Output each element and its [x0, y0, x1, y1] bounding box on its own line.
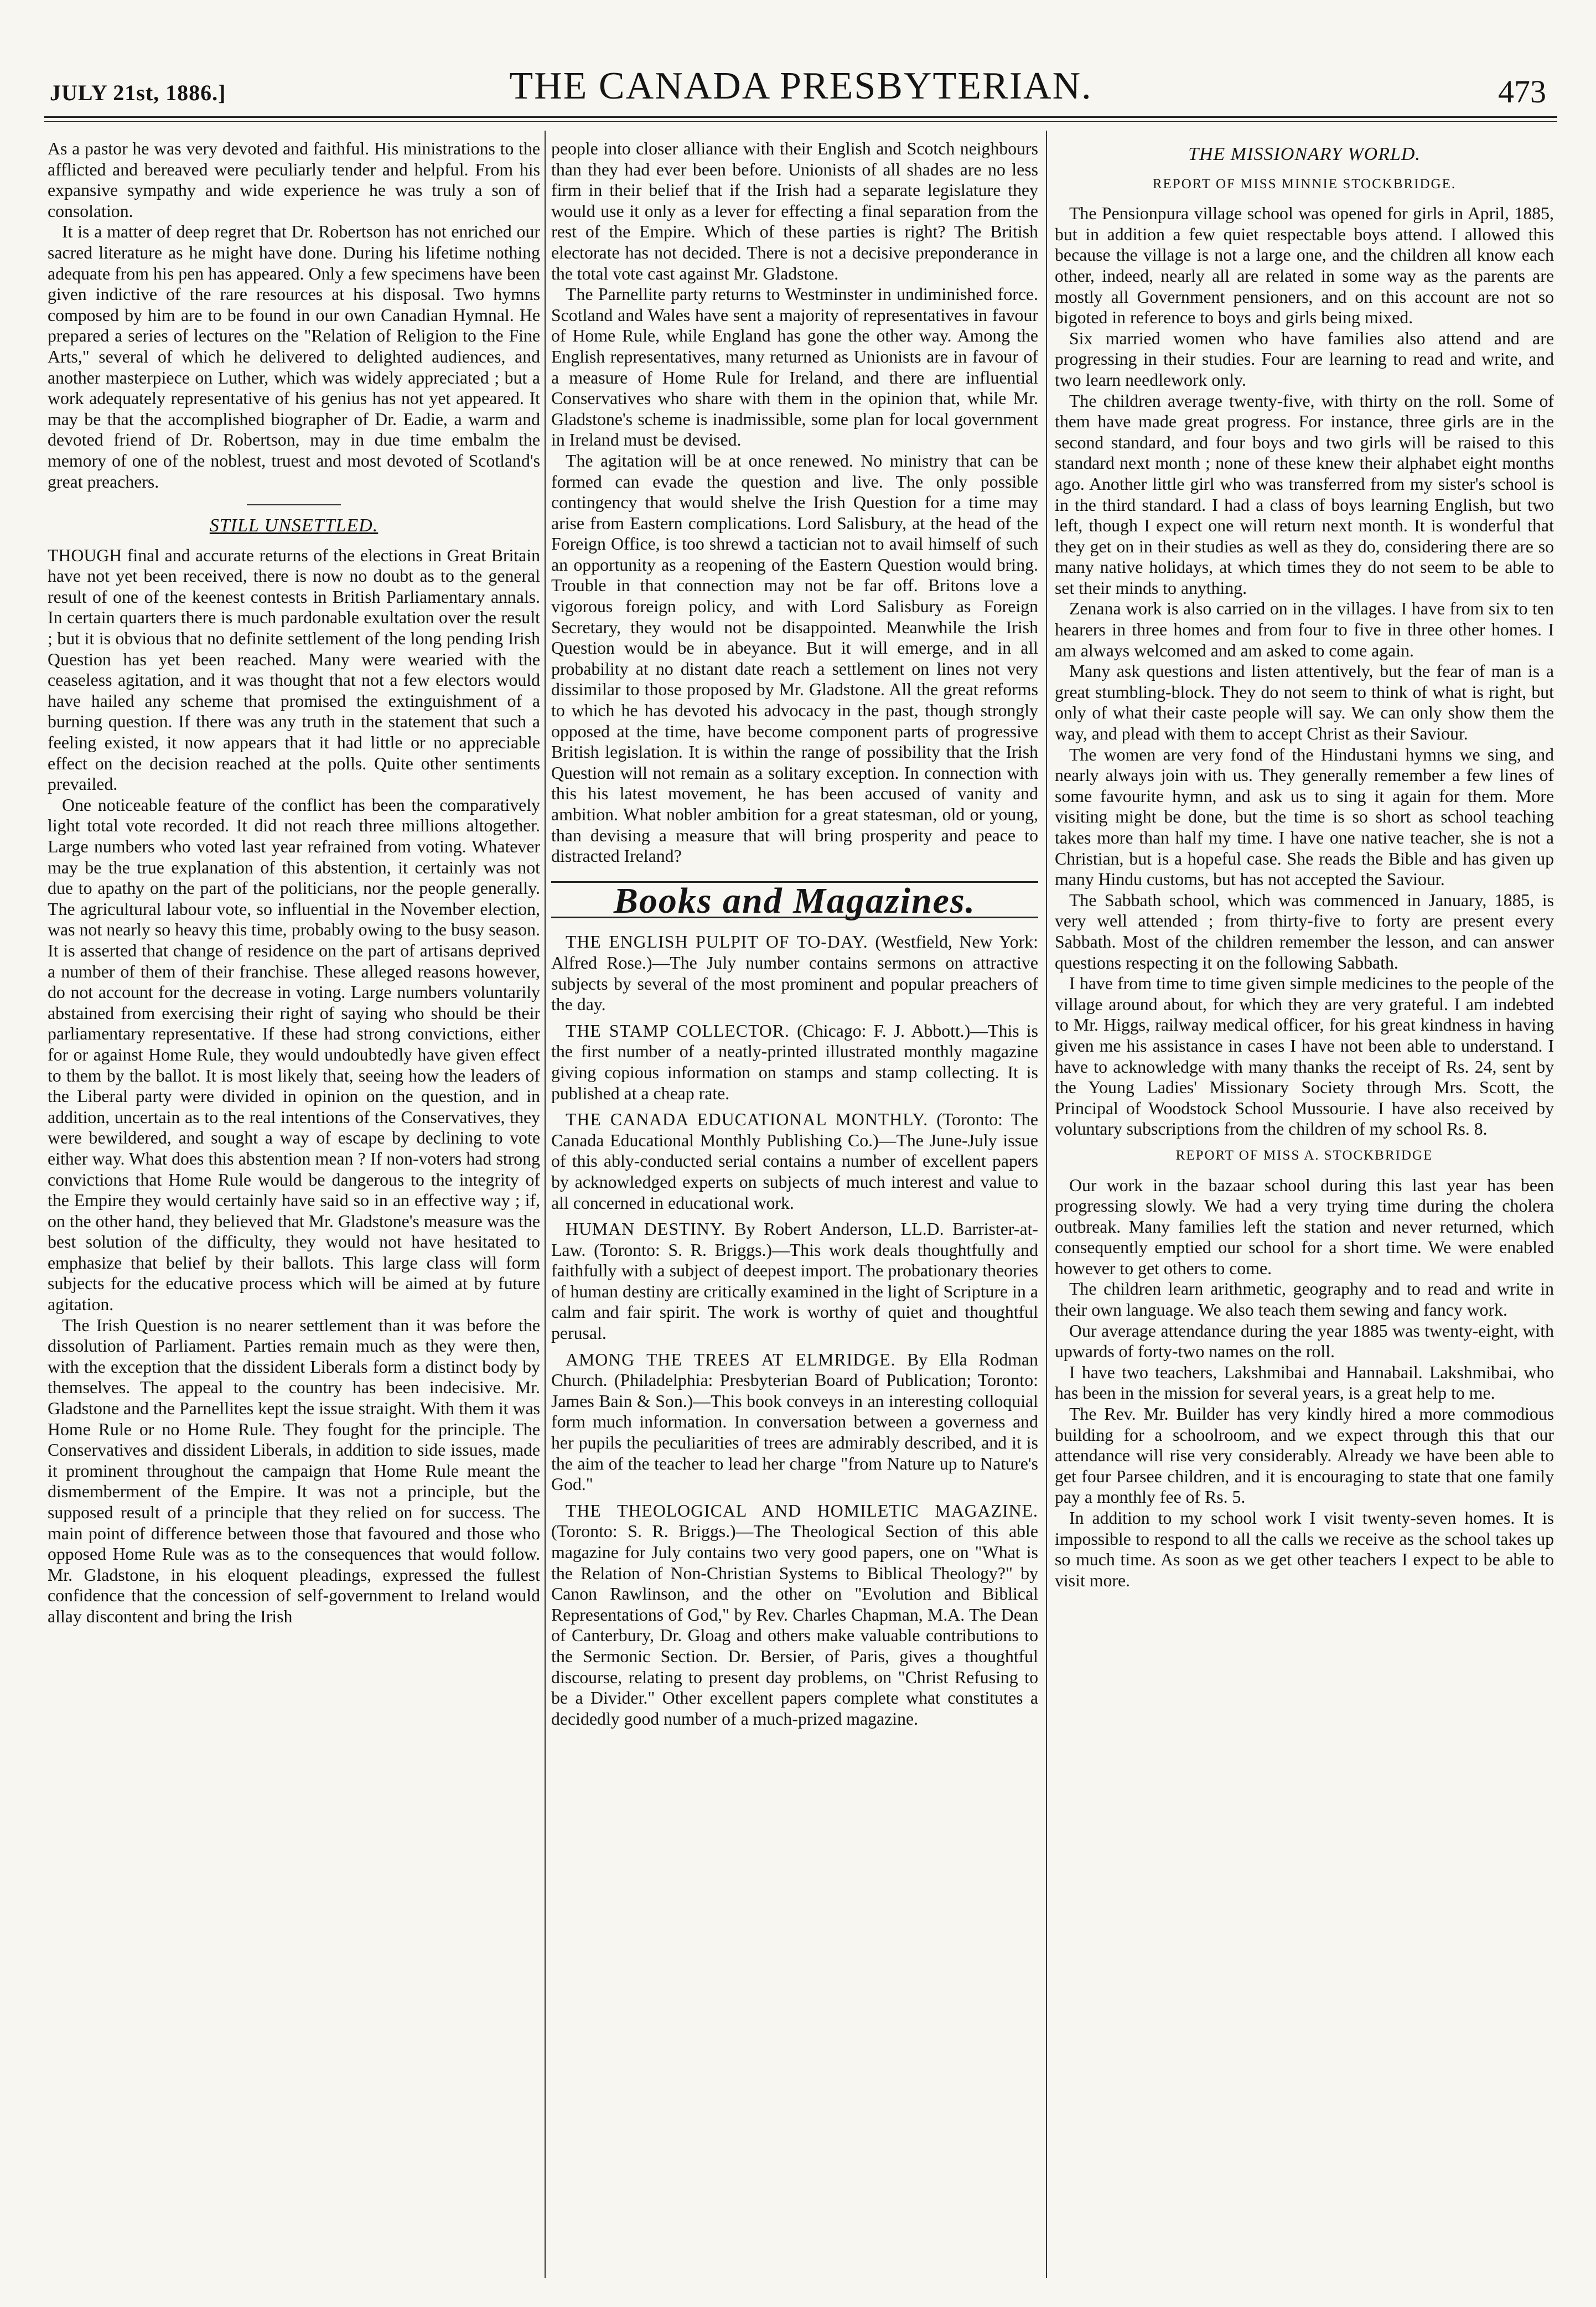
book-title: THE STAMP COLLECTOR. — [566, 1021, 790, 1041]
book-review — [551, 1021, 1038, 1104]
paragraph: The children learn arithmetic, geography and to read and write in their own language. We also teach them sewing and fancy work. — [1055, 1279, 1554, 1320]
book-title: HUMAN DESTINY. — [566, 1219, 726, 1239]
book-review-text: (Westfield, New York: Alfred Rose.)—The July number contains sermons on attractive subjects by several of the most prominent and popular preachers of the day. — [551, 932, 1038, 1015]
paragraph: The women are very fond of the Hindustani hymns we sing, and nearly always join with us. They generally remember a few lines of some favourite hymn, and ask us to sing it again for them. More visiting might be done, but the time is so short as school teaching takes more than half my time. I have one native teacher, she is not a Christian, but is a hopeful case. She reads the Bible and has given up many Hindu customs, but has not accepted the Saviour. — [1055, 744, 1554, 889]
paragraph: In addition to my school work I visit twenty-seven homes. It is impossible to respond to all the calls we receive as the school takes up so much time. As soon as we get other teachers I expect to be able to visit more. — [1055, 1508, 1554, 1590]
book-review — [551, 1501, 1038, 1730]
book-review-text: By Robert Anderson, LL.D. Barrister-at-Law. (Toronto: S. R. Briggs.)—This work deals thoughtfully and faithfully with a subject of deepest import. The probationary theories of human destiny are critically examined in the light of Scripture in a calm and fair spirit. The work is worthy of quiet and thoughtful perusal. — [551, 1219, 1038, 1343]
book-title: AMONG THE TREES AT ELMRIDGE. — [566, 1349, 896, 1369]
paragraph: I have from time to time given simple medicines to the people of the village around about, for which they are very grateful. I am indebted to Mr. Higgs, railway medical officer, for his great kindness in having given me his assistance in cases I have not been able to understand. I have to acknowledge with many thanks the receipt of Rs. 24, sent by the Young Ladies' Missionary Society through Mrs. Scott, the Principal of Woodstock School Mussourie. I have also received by voluntary subscriptions from the children of my school Rs. 8. — [1055, 974, 1554, 1139]
paragraph: The agitation will be at once renewed. No ministry that can be formed can evade the question and live. The only possible contingency that would shelve the Irish Question for a time may arise from Eastern complications. Lord Salisbury, at the head of the Foreign Office, is too shrewd a tactician not to avail himself of such an opportunity as a reopening of the Eastern Question would bring. Trouble in that connection may not be far off. Britons love a vigorous foreign policy, and with Lord Salisbury as Foreign Secretary, they would not be disappointed. Meanwhile the Irish Question would be in abeyance. But it will emerge, and in all probability at no distant date reach a settlement on lines not very dissimilar to those proposed by Mr. Gladstone. All the great reforms to which he has devoted his advocacy in the past, though strongly opposed at the time, have become component parts of progressive British legislation. It is within the range of possibility that the Irish Question will not remain as a solitary exception. In connection with this his latest movement, he has been accused of vanity and ambition. What nobler ambition for a great statesman, old or young, than devising a measure that will bring prosperity and peace to distracted Ireland? — [551, 451, 1038, 866]
masthead-rule — [44, 116, 1557, 118]
paragraph: The Rev. Mr. Builder has very kindly hired a more commodious building for a schoolroom, and we expect through this that our attendance will rise very considerably. Already we have been able to get four Parsee children, and it is encouraging to state that one family pay a monthly fee of Rs. 5. — [1055, 1404, 1554, 1507]
paragraph: The Sabbath school, which was commenced in January, 1885, is very well attended ; from thirty-five to forty are present every Sabbath. Most of the children remember the lesson, and can answer questions respecting it on the following Sabbath. — [1055, 890, 1554, 973]
book-review — [551, 1219, 1038, 1344]
page-number: 473 — [1498, 74, 1546, 110]
column-middle — [551, 138, 1038, 2246]
book-review — [551, 1349, 1038, 1495]
book-review — [551, 932, 1038, 1015]
article-heading: STILL UNSETTLED. — [209, 515, 379, 536]
paragraph: Zenana work is also carried on in the villages. I have from six to ten hearers in three homes and from four to five in three other homes. I am always welcomed and am asked to come again. — [1055, 599, 1554, 660]
column-right — [1055, 138, 1554, 2246]
book-title: THE THEOLOGICAL AND HOMILETIC MAGAZINE. — [566, 1501, 1038, 1520]
paragraph: The Pensionpura village school was opened for girls in April, 1885, but in addition a few quiet respectable boys attend. I allowed this because the village is not a large one, and the children all know each other, indeed, nearly all are related in some way as the parents are mostly all Government pensioners, and on this account are not so bigoted in reference to boys and girls being mixed. — [1055, 204, 1554, 328]
book-title: THE ENGLISH PULPIT OF TO-DAY. — [566, 932, 868, 952]
paragraph: Six married women who have families also attend and are progressing in their studies. Four are learning to read and write, and two learn needlework only. — [1055, 328, 1554, 390]
report-subheading: REPORT OF MISS MINNIE STOCKBRIDGE. — [1152, 176, 1457, 192]
column-left — [48, 138, 540, 2246]
paragraph: One noticeable feature of the conflict has been the comparatively light total vote recorded. It did not reach three millions altogether. Large numbers who voted last year refrained from voting. Whatever may be the true explanation of this abstention, it certainly was not due to apathy on the part of the politicians, nor the people generally. The agricultural labour vote, so influential in the November election, was not nearly so heavy this time, probably owing to the busy season. It is asserted that change of residence on the part of artisans deprived a number of them of their franchise. These alleged reasons however, do not account for the decrease in voting. Large numbers voluntarily abstained from exercising their right of saying who should be their parliamentary representative. If these had strong convictions, either for or against Home Rule, they would undoubtedly have given effect to them by the ballot. It is most likely that, seeing how the leaders of the Liberal party were divided in opinion on the question, and in addition, uncertain as to the real intentions of the Conservatives, they were bewildered, and sought a way of escape by declining to vote either way. What does this abstention mean ? If non-voters had strong convictions that Home Rule would be dangerous to the integrity of the Empire they would certainly have said so in an effective way ; if, on the other hand, they believed that Mr. Gladstone's measure was the best solution of the difficulty, they would not have hesitated to emphasize that belief by their ballots. This large class will form subjects for the educative process which will be aimed at by future agitation. — [48, 795, 540, 1315]
article-heading: THE MISSIONARY WORLD. — [1188, 144, 1421, 164]
section-divider — [247, 504, 341, 505]
paragraph: people into closer alliance with their English and Scotch neighbours than they had ever been before. Unionists of all shades are no less firm in their belief that if the Irish had a separate legislature they would use it only as a lever for effecting a final separation from the rest of the Empire. Which of these parties is right? The British electorate has not decided. There is not a decisive preponderance in the total vote cast against Mr. Gladstone. — [551, 139, 1038, 283]
paragraph: The Parnellite party returns to Westminster in undiminished force. Scotland and Wales have sent a majority of representatives in favour of Home Rule, while England has gone the other way. Among the English representatives, many returned as Unionists are in favour of a measure of Home Rule for Ireland, and there are influential Conservatives who share with them in the opinion that, while Mr. Gladstone's scheme is inadmissible, some plan for local government in Ireland must be devised. — [551, 285, 1038, 450]
paragraph: As a pastor he was very devoted and faithful. His ministrations to the afflicted and bereaved were peculiarly tender and helpful. From his expansive sympathy and wide experience he was truly a son of consolation. — [48, 139, 540, 221]
paragraph: The children average twenty-five, with thirty on the roll. Some of them have made great progress. For instance, three girls are in the second standard, and four boys and two girls will be raised to this standard next month ; none of these knew their alphabet eight months ago. Another little girl who was transferred from my sister's school is in the third standard. I had a class of boys learning English, but two left, though I expect one will return next month. It is wonderful that they get on in their studies as well as they do, considering there are so many native holidays, at which times they do not seem to be able to set their minds to anything. — [1055, 391, 1554, 598]
book-review-text: (Toronto: The Canada Educational Monthly Publishing Co.)—The June-July issue of this ably-conducted serial contains a number of excellent papers by acknowledged experts on subjects of much interest and value to all concerned in educational work. — [551, 1110, 1038, 1213]
column-divider — [1046, 131, 1047, 2278]
paragraph: Many ask questions and listen attentively, but the fear of man is a great stumbling-block. They do not seem to think of what is right, but only of what their caste people will say. We can only show them the way, and plead with them to accept Christ as their Saviour. — [1055, 661, 1554, 744]
book-review-text: (Chicago: F. J. Abbott.)—This is the first number of a neatly-printed illustrated monthly magazine giving copious information on stamps and stamp collecting. It is published at a cheap rate. — [551, 1021, 1038, 1103]
paragraph: The Irish Question is no nearer settlement than it was before the dissolution of Parliament. Parties remain much as they were then, with the exception that the dissident Liberals form a distinct body by themselves. The appeal to the country has been indecisive. Mr. Gladstone and the Parnellites kept the issue straight. With them it was Home Rule or no Home Rule. They fought for the principle. The Conservatives and dissident Liberals, in addition to side issues, made it prominent throughout the campaign that Home Rule meant the dismemberment of the Empire. It was not a principle, but the supposed result of a principle that they relied on for success. The main point of difference between those that favoured and those who opposed Home Rule was as to the consequences that would follow. Mr. Gladstone, in his eloquent pleadings, expressed the fullest confidence that the concession of self-government to Ireland would allay discontent and bring the Irish — [48, 1315, 540, 1626]
book-title: THE CANADA EDUCATIONAL MONTHLY. — [566, 1110, 929, 1130]
paragraph: THOUGH final and accurate returns of the elections in Great Britain have not yet been received, there is now no doubt as to the general result of one of the keenest contests in British Parliamentary annals. In certain quarters there is much pardonable exultation over the result ; but it is obvious that no definite settlement of the long pending Irish Question has yet been reached. Many were wearied with the ceaseless agitation, and it was thought that not a few electors would have hailed any scheme that promised the extinguishment of a burning question. If there was any truth in the statement that such a feeling existed, it now appears that it had little or no appreciable effect on the decision reached at the polls. Quite other sentiments prevailed. — [48, 545, 540, 794]
book-review — [551, 1109, 1038, 1213]
paragraph: Our work in the bazaar school during this last year has been progressing slowly. We had a very trying time during the cholera outbreak. Many families left the station and never returned, which consequently emptied our school for a short time. We were enabled however to get others to come. — [1055, 1175, 1554, 1278]
column-divider — [545, 131, 546, 2278]
masthead — [44, 53, 1557, 108]
paragraph: Our average attendance during the year 1885 was twenty-eight, with upwards of forty-two names on the roll. — [1055, 1321, 1554, 1362]
paragraph: It is a matter of deep regret that Dr. Robertson has not enriched our sacred literature as he might have done. During his lifetime nothing adequate from his pen has appeared. Only a few specimens have been given indictive of the rare resources at his disposal. Two hymns composed by him are to be found in our own Canadian Hymnal. He prepared a series of lectures on the "Relation of Religion to the Fine Arts," several of which he delivered to delighted audiences, and another masterpiece on Luther, which was widely appreciated ; but a work adequately representative of his genius has not yet appeared. It may be that the accomplished biographer of Dr. Eadie, a warm and devoted friend of Dr. Robertson, may in due time embalm the memory of one of the noblest, truest and most devoted of Scotland's great preachers. — [48, 222, 540, 492]
masthead-rule-thin — [44, 121, 1557, 122]
newspaper-title: THE CANADA PRESBYTERIAN. — [509, 65, 1092, 107]
issue-date: JULY 21st, 1886.] — [50, 80, 226, 105]
report-subheading: REPORT OF MISS A. STOCKBRIDGE — [1175, 1147, 1433, 1163]
book-review-text: (Toronto: S. R. Briggs.)—The Theological Section of this able magazine for July contains two very good papers, one on "What is the Relation of Non-Christian Systems to Biblical Theology?" by Canon Rawlinson, and the other on "Evolution and Biblical Representations of God," by Rev. Charles Chapman, M.A. The Dean of Canterbury, Dr. Gloag and others make valuable contributions to the Sermonic Section. Dr. Bersier, of Paris, gives a thoughtful discourse, relating to present day problems, on "Christ Refusing to be a Divider." Other excellent papers complete what constitutes a decidedly good number of a much-prized magazine. — [551, 1522, 1038, 1729]
book-reviews — [551, 932, 1038, 1729]
book-review-text: By Ella Rodman Church. (Philadelphia: Presbyterian Board of Publication; Toronto: James Bain & Son.)—This book conveys in an interesting colloquial form much information. In conversation between a governess and her pupils the peculiarities of trees are admirably described, and it is the aim of the teacher to lead her charge "from Nature up to Nature's God." — [551, 1349, 1038, 1494]
section-heading-books: Books and Magazines. — [551, 881, 1038, 919]
paragraph: I have two teachers, Lakshmibai and Hannabail. Lakshmibai, who has been in the mission for several years, is a great help to me. — [1055, 1362, 1554, 1403]
